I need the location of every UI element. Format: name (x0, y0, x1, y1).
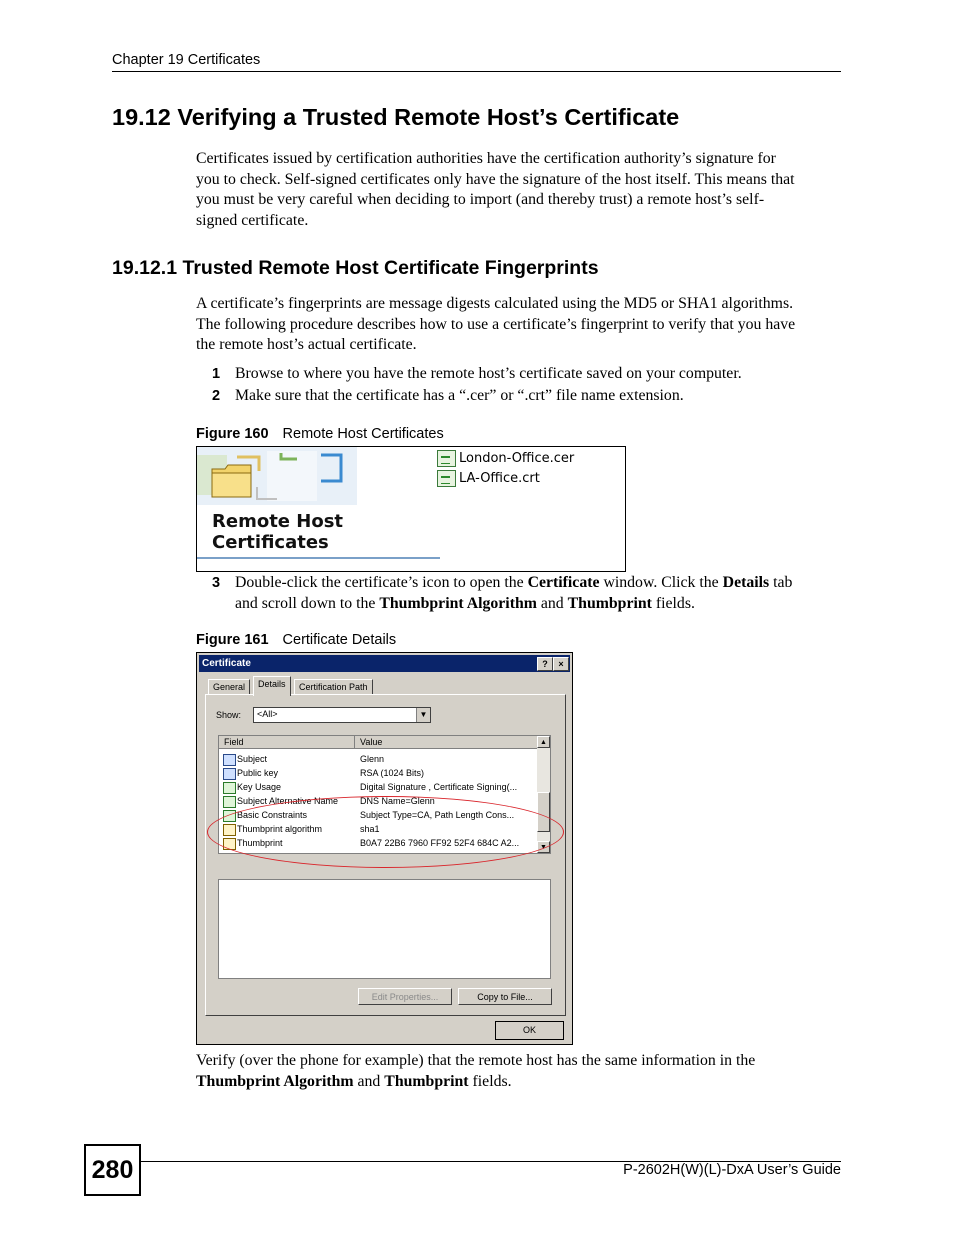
folder-icon (211, 461, 253, 501)
intro-line: you to check. Self-signed certificates only have the signature of the host itself. This means that (196, 170, 795, 188)
step-number: 1 (212, 366, 221, 382)
show-selected-value: <All> (257, 709, 278, 719)
table-row[interactable]: Subject Glenn (219, 752, 537, 766)
running-header: Chapter 19 Certificates (112, 52, 261, 68)
table-row[interactable]: Thumbprint B0A7 22B6 7960 FF92 52F4 684C A2... (219, 836, 537, 850)
banner-underline (197, 557, 440, 559)
column-divider[interactable] (354, 736, 355, 748)
sub-line: the remote host’s actual certificate. (196, 336, 417, 353)
figure-160-caption (196, 426, 444, 442)
column-value-header[interactable]: Value (360, 737, 383, 747)
table-row[interactable]: Key Usage Digital Signature , Certificate Signing(... (219, 780, 537, 794)
figure-label: Figure 161 (196, 632, 269, 648)
figure-caption-text: Certificate Details (282, 632, 397, 648)
intro-line: signed certificate. (196, 211, 309, 229)
step-number: 2 (212, 388, 221, 404)
scroll-up-icon[interactable]: ▲ (537, 736, 550, 748)
chevron-down-icon[interactable]: ▼ (416, 708, 430, 722)
certificate-file-icon (437, 450, 456, 467)
intro-line: you must be very careful when deciding to import (and thereby trust) a remote host’s self- (196, 191, 765, 208)
table-row[interactable]: Subject Alternative Name DNS Name=Glenn (219, 794, 537, 808)
dialog-titlebar (199, 655, 570, 672)
guide-title: P-2602H(W)(L)-DxA User’s Guide (623, 1162, 841, 1178)
table-row[interactable]: Basic Constraints Subject Type=CA, Path Length Cons... (219, 808, 537, 822)
sub-line: The following procedure describes how to use a certificate’s fingerprint to verify that you have (196, 315, 796, 333)
figure-161-caption (196, 632, 396, 648)
step-number: 3 (212, 575, 221, 591)
extension-field-icon (223, 796, 236, 808)
intro-line: Certificates issued by certification authorities have the certification authority’s signature for (196, 150, 776, 167)
figure-caption-text: Remote Host Certificates (282, 426, 444, 442)
file-london-office[interactable]: London-Office.cer (437, 450, 574, 467)
table-row[interactable]: Public key RSA (1024 Bits) (219, 766, 537, 780)
intro-paragraph (196, 149, 844, 231)
extension-field-icon (223, 782, 236, 794)
figure-160-remote-host-certificates (196, 446, 626, 572)
dialog-title: Certificate (202, 658, 251, 669)
subsection-title: 19.12.1 Trusted Remote Host Certificate Fingerprints (112, 257, 599, 279)
step-text: Double-click the certificate’s icon to open the Certificate window. Click the Details tab and scroll down to the Thumbprint Algorithm and Thumbprint fields. (235, 574, 793, 612)
sub-line: A certificate’s fingerprints are message digests calculated using the MD5 or SHA1 algorithms. (196, 295, 794, 312)
certificate-field-icon (223, 754, 236, 766)
field-detail-box[interactable] (218, 879, 551, 979)
certificate-file-icon (437, 470, 456, 487)
page-number: 280 (84, 1144, 141, 1196)
certificate-field-icon (223, 768, 236, 780)
folder-title: Remote Host Certificates (212, 511, 344, 553)
ok-button[interactable]: OK (495, 1021, 564, 1040)
subsection-paragraph (196, 294, 844, 356)
help-button[interactable]: ? (537, 657, 553, 671)
close-button[interactable]: × (553, 657, 569, 671)
copy-to-file-button[interactable]: Copy to File... (458, 988, 552, 1005)
step-text: Browse to where you have the remote host’s certificate saved on your computer. (235, 365, 742, 382)
file-la-office[interactable]: LA-Office.crt (437, 470, 540, 487)
section-title: 19.12 Verifying a Trusted Remote Host’s Certificate (112, 104, 680, 130)
table-row[interactable]: Thumbprint algorithm sha1 (219, 822, 537, 836)
edit-properties-button[interactable]: Edit Properties... (358, 988, 452, 1005)
figure-label: Figure 160 (196, 426, 269, 442)
header-rule (112, 71, 841, 72)
tab-general[interactable]: General (208, 679, 250, 695)
list-header (219, 736, 537, 749)
show-label: Show: (216, 710, 242, 720)
tab-details[interactable]: Details (253, 676, 291, 696)
tab-certification-path[interactable]: Certification Path (294, 679, 373, 695)
highlight-ellipse (207, 796, 564, 868)
certificate-dialog (196, 652, 573, 1045)
column-field-header[interactable]: Field (224, 737, 244, 747)
closing-paragraph: Verify (over the phone for example) that the remote host has the same information in the Thumbprint Algorithm and Thumbprint fields. (196, 1052, 756, 1090)
scroll-down-icon[interactable]: ▼ (537, 841, 550, 853)
show-dropdown[interactable] (253, 707, 431, 723)
step-text: Make sure that the certificate has a “.cer” or “.crt” file name extension. (235, 387, 684, 404)
